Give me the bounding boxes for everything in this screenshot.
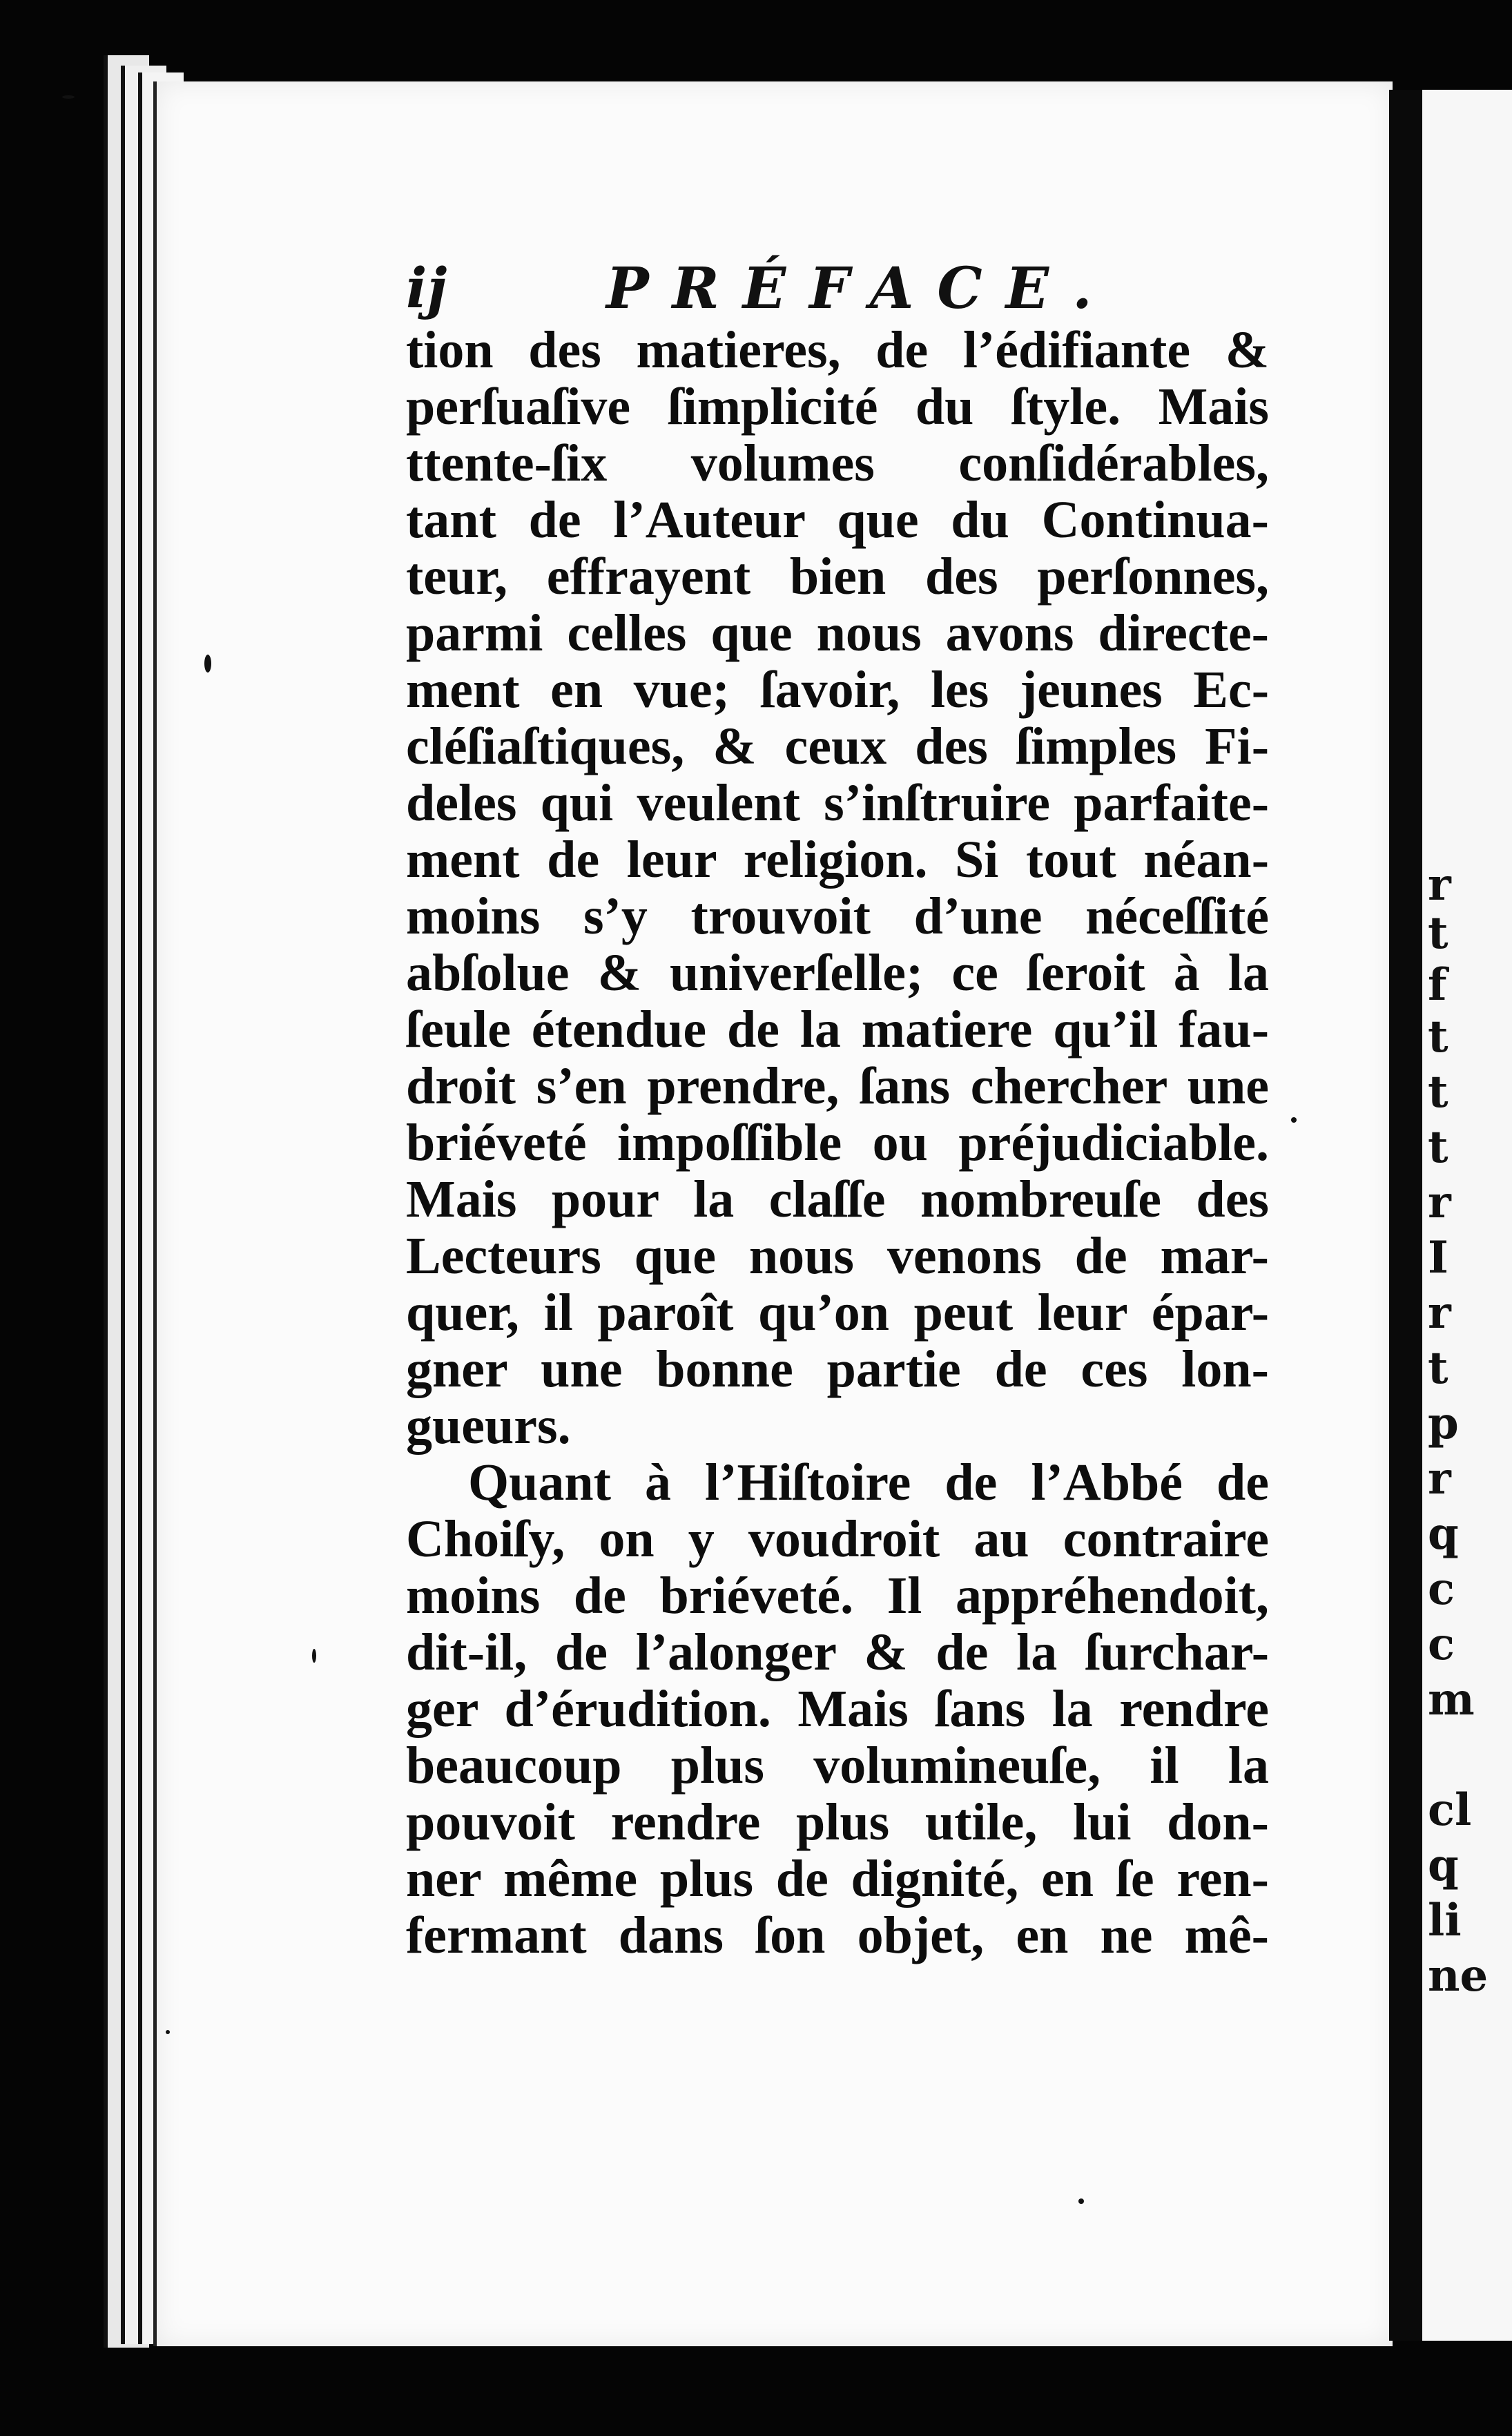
text-line: deles qui veulent s’inſtruire parfaite- [406, 774, 1269, 832]
facing-page-fragment: q [1428, 1508, 1459, 1560]
facing-page-fragment: r [1428, 1453, 1451, 1505]
facing-page-fragment: f [1428, 959, 1447, 1011]
facing-page-fragment: m [1428, 1674, 1475, 1726]
text-line: ment en vue; ſavoir, les jeunes Ec- [406, 661, 1269, 719]
ink-speck [166, 2030, 170, 2034]
ink-speck [312, 1649, 316, 1663]
text-line: Choiſy, on y voudroit au contraire [406, 1510, 1269, 1568]
text-line: tion des matieres, de l’édifiante & [406, 321, 1269, 379]
text-line: cléſiaſtiques, & ceux des ſimples Fi- [406, 717, 1269, 775]
ink-speck [1291, 1117, 1297, 1123]
facing-page-fragment: I [1428, 1232, 1448, 1284]
text-line: droit s’en prendre, ſans chercher une [406, 1057, 1269, 1115]
running-head: PRÉFACE. [606, 255, 1116, 322]
text-line: pouvoit rendre plus utile, lui don- [406, 1793, 1269, 1851]
text-line: Mais pour la claſſe nombreuſe des [406, 1170, 1269, 1228]
text-line: gner une bonne partie de ces lon- [406, 1340, 1269, 1398]
facing-page-fragment: t [1428, 1121, 1448, 1173]
facing-page-fragment: t [1428, 907, 1448, 959]
facing-page-fragment: c [1428, 1618, 1455, 1670]
text-line: moins de briéveté. Il appréhendoit, [406, 1567, 1269, 1625]
text-line: dit-il, de l’alonger & de la ſurchar- [406, 1623, 1269, 1681]
text-line: ger d’érudition. Mais ſans la rendre [406, 1680, 1269, 1738]
facing-page-fragment: r [1428, 1287, 1451, 1339]
body-text [406, 322, 1269, 1964]
ink-speck [204, 655, 211, 673]
facing-page-fragment: li [1428, 1895, 1462, 1946]
page-header [406, 249, 1269, 331]
facing-page-fragment: t [1428, 1342, 1448, 1394]
facing-page [1422, 90, 1512, 2341]
facing-page-fragment: t [1428, 1011, 1448, 1063]
text-line: ttente-ſix volumes conſidérables, [406, 434, 1269, 492]
text-line: ment de leur religion. Si tout néan- [406, 831, 1269, 889]
text-line: gueurs. [406, 1397, 571, 1455]
text-line: beaucoup plus volumineuſe, il la [406, 1737, 1269, 1795]
text-line: ner même plus de dignité, en ſe ren- [406, 1850, 1269, 1908]
text-line: perſuaſive ſimplicité du ſtyle. Mais [406, 378, 1269, 436]
facing-page-fragment: q [1428, 1839, 1459, 1891]
facing-page-fragment: r [1428, 1177, 1451, 1228]
page-number: ij [406, 255, 447, 320]
book-gutter [1389, 90, 1422, 2341]
text-line: tant de l’Auteur que du Continua- [406, 491, 1269, 549]
text-line: briéveté impoſſible ou préjudiciable. [406, 1114, 1269, 1172]
text-line: quer, il paroît qu’on peut leur épar- [406, 1284, 1269, 1342]
text-line: moins s’y trouvoit d’une néceſſité [406, 887, 1269, 945]
ink-speck [62, 95, 75, 99]
facing-page-fragment: cl [1428, 1784, 1472, 1836]
facing-page-fragment: r [1428, 859, 1451, 911]
facing-page-fragment: t [1428, 1066, 1448, 1118]
text-line: Quant à l’Hiſtoire de l’Abbé de [468, 1453, 1269, 1511]
text-line: parmi celles que nous avons directe- [406, 604, 1269, 662]
facing-page-fragment: c [1428, 1563, 1455, 1615]
text-line: teur, effrayent bien des perſonnes, [406, 548, 1269, 606]
text-line: ſeule étendue de la matiere qu’il fau- [406, 1000, 1269, 1058]
ink-speck [1078, 2198, 1084, 2204]
text-line: Lecteurs que nous venons de mar- [406, 1227, 1269, 1285]
facing-page-fragment: ne [1428, 1950, 1489, 2002]
text-line: fermant dans ſon objet, en ne mê- [406, 1906, 1269, 1964]
facing-page-fragment: p [1428, 1398, 1459, 1449]
text-line: abſolue & univerſelle; ce ſeroit à la [406, 944, 1269, 1002]
